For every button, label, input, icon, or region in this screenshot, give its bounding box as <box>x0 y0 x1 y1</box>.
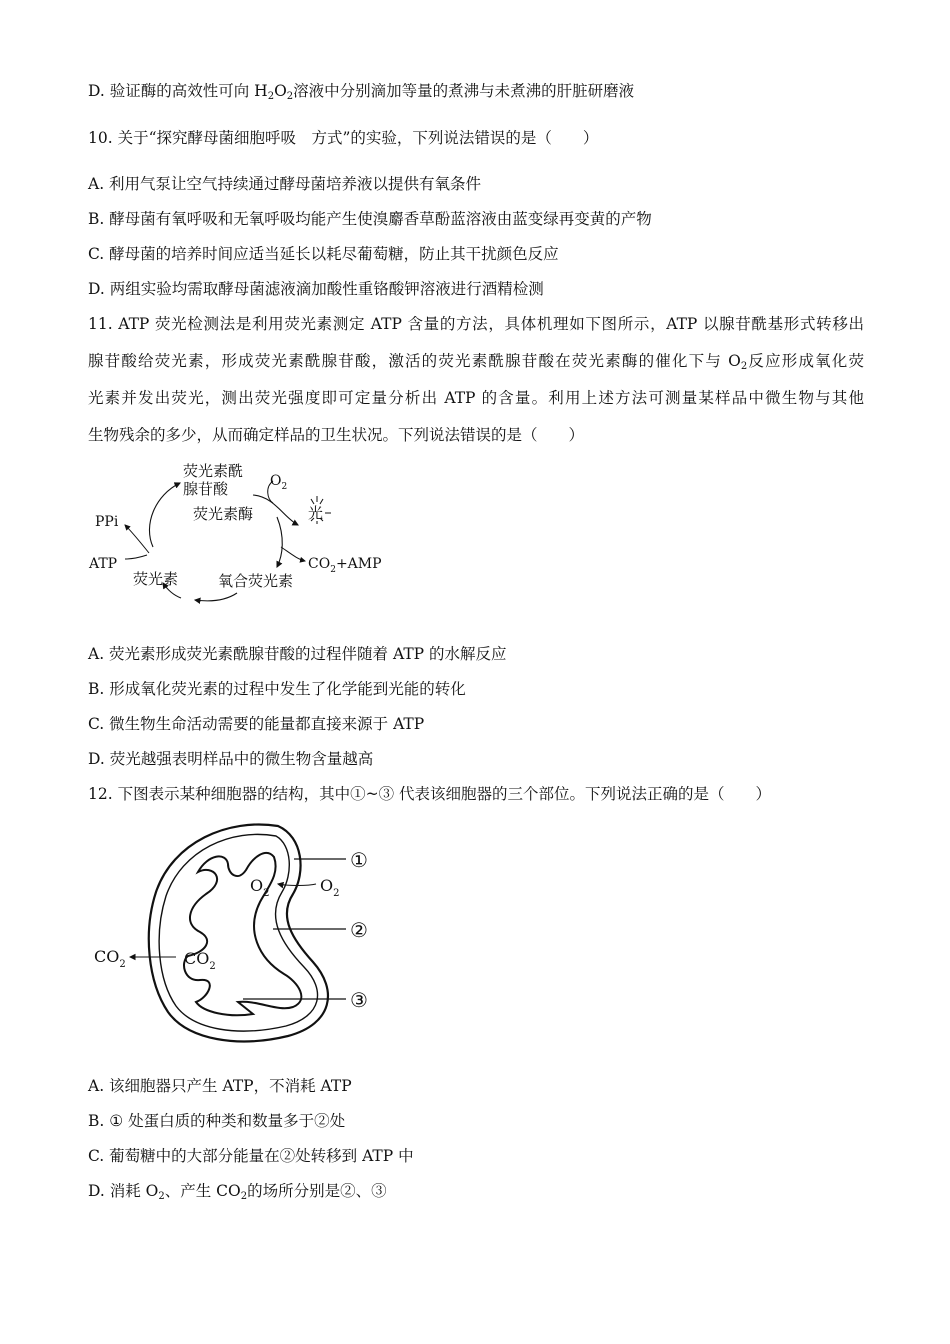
q12-option-d-text: 、产生 CO <box>164 1182 241 1200</box>
q11-stem-text: 反应形成氧化荧 <box>747 352 864 370</box>
subscript: 2 <box>740 361 748 372</box>
q9-option-d-text: D. 验证酶的高效性可向 H <box>88 82 268 100</box>
label-ppi: PPi <box>95 514 119 530</box>
cycle-arrow-up <box>149 483 180 547</box>
q9-option-d-text: O <box>274 82 287 100</box>
cycle-arrow-down <box>277 517 282 567</box>
co2-arrow <box>281 547 305 561</box>
label-co2-amp: $CO_2+AMP$ <box>308 556 382 575</box>
q9-option-d <box>88 81 634 101</box>
label-co2-outer: $CO_2$ <box>94 947 126 970</box>
outer-membrane <box>149 824 328 1041</box>
inner-membrane <box>184 853 301 1015</box>
label-part-1: ① <box>350 848 368 872</box>
label-part-2: ② <box>350 918 368 942</box>
label-light: 光 <box>308 504 324 522</box>
mitochondrion-diagram <box>88 812 388 1052</box>
q10-option-d: D. 两组实验均需取酵母菌滤液滴加酸性重铬酸钾溶液进行酒精检测 <box>88 280 544 298</box>
label-co2-inner: $CO_2$ <box>184 949 216 972</box>
atp-arrow <box>125 555 147 559</box>
label-o2-inner: $O_2$ <box>250 876 270 899</box>
q10-option-a: A. 利用气泵让空气持续通过酵母菌培养液以提供有氧条件 <box>88 175 482 193</box>
q11-option-b: B. 形成氧化荧光素的过程中发生了化学能到光能的转化 <box>88 680 466 698</box>
q12-option-b: B. ① 处蛋白质的种类和数量多于②处 <box>88 1112 346 1130</box>
label-o2-outer: $O_2$ <box>320 876 340 899</box>
cycle-arrow-bottom <box>195 593 237 601</box>
label-atp: ATP <box>89 556 118 572</box>
subscript: 2 <box>286 91 294 102</box>
q11-option-d: D. 荧光越强表明样品中的微生物含量越高 <box>88 750 374 768</box>
atp-luciferase-diagram <box>85 455 405 610</box>
subscript: 2 <box>267 91 275 102</box>
q12-option-d <box>88 1181 387 1201</box>
label-o2: $O_2$ <box>270 473 288 492</box>
q11-stem-text: 腺苷酸给荧光素，形成荧光素酰腺苷酸，激活的荧光素酰腺苷酸在荧光素酶的催化下与 O <box>88 352 741 370</box>
q11-stem-line-3: 光素并发出荧光，测出荧光强度即可定量分析出 ATP 的含量。利用上述方法可测量某样品中微生物与其他 <box>88 389 864 407</box>
subscript: 2 <box>158 1191 165 1202</box>
label-oxyluciferin: 氧合荧光素 <box>218 572 294 590</box>
q11-option-a: A. 荧光素形成荧光素酰腺苷酸的过程伴随着 ATP 的水解反应 <box>88 645 507 663</box>
label-luciferyl-adenylate: 腺苷酸 <box>183 480 229 498</box>
label-part-3: ③ <box>350 988 368 1012</box>
q11-option-c: C. 微生物生命活动需要的能量都直接来源于 ATP <box>88 715 425 733</box>
cycle-arrow-to-light <box>253 495 298 525</box>
q11-stem-line-4: 生物残余的多少，从而确定样品的卫生状况。下列说法错误的是（ ） <box>88 426 585 444</box>
q12-option-a: A. 该细胞器只产生 ATP，不消耗 ATP <box>88 1077 352 1095</box>
q10-stem: 10. 关于“探究酵母菌细胞呼吸 方式”的实验，下列说法错误的是（ ） <box>88 129 599 147</box>
label-luciferyl-adenylate: 荧光素酰 <box>183 462 244 480</box>
ppi-arrow <box>125 525 149 553</box>
q12-stem: 12. 下图表示某种细胞器的结构，其中①~③ 代表该细胞器的三个部位。下列说法正确的是（ ） <box>88 785 771 803</box>
q11-stem-line-2 <box>88 351 864 371</box>
q11-stem-line-1: 11. ATP 荧光检测法是利用荧光素测定 ATP 含量的方法，具体机理如下图所示，ATP 以腺苷酰基形式转移出 <box>88 315 864 333</box>
q10-option-c: C. 酵母菌的培养时间应适当延长以耗尽葡萄糖，防止其干扰颜色反应 <box>88 245 559 263</box>
label-luciferase: 荧光素酶 <box>193 505 254 523</box>
q10-option-b: B. 酵母菌有氧呼吸和无氧呼吸均能产生使溴麝香草酚蓝溶液由蓝变绿再变黄的产物 <box>88 210 652 228</box>
q12-option-d-text: D. 消耗 O <box>88 1182 159 1200</box>
subscript: 2 <box>240 1191 248 1202</box>
q12-option-c: C. 葡萄糖中的大部分能量在②处转移到 ATP 中 <box>88 1147 414 1165</box>
label-luciferin: 荧光素 <box>133 570 179 588</box>
q12-option-d-text: 的场所分别是②、③ <box>247 1182 387 1200</box>
q9-option-d-text: 溶液中分别滴加等量的煮沸与未煮沸的肝脏研磨液 <box>293 82 635 100</box>
